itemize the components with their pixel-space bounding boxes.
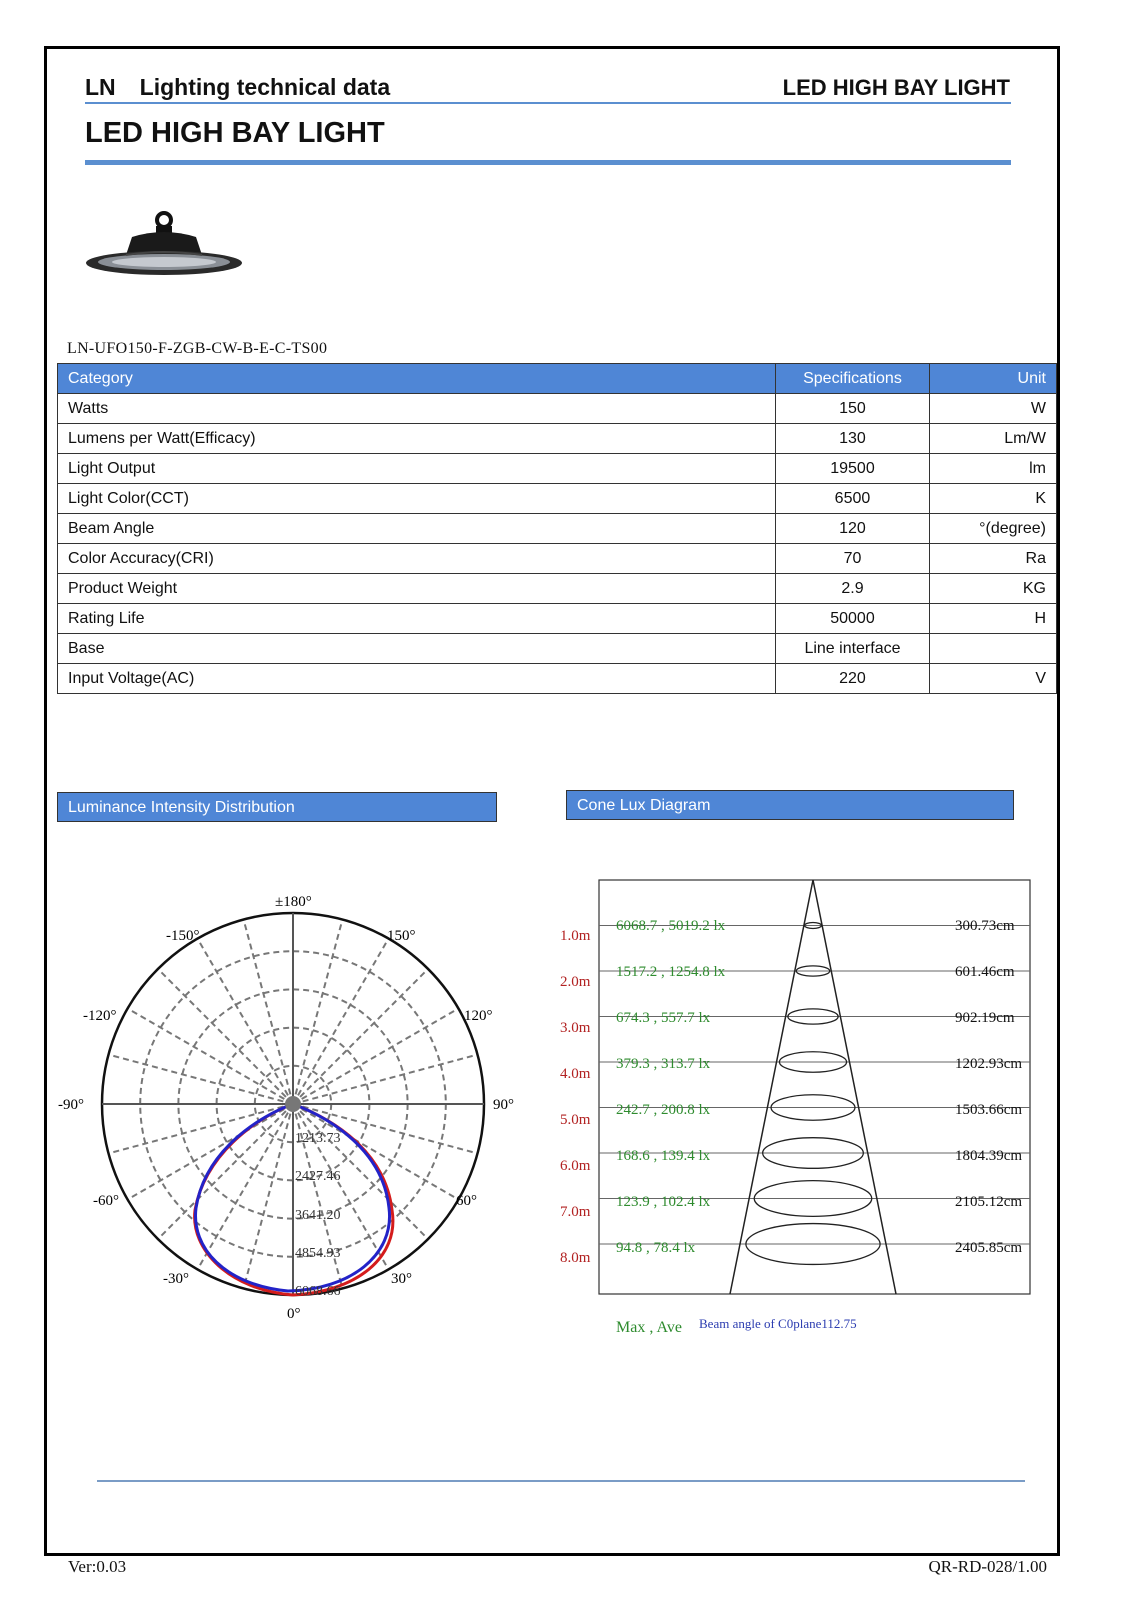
cone-height-label: 8.0m bbox=[560, 1250, 591, 1266]
product-image bbox=[82, 205, 248, 291]
radial-label: 1213.73 bbox=[295, 1131, 341, 1146]
angle-label: 30° bbox=[391, 1271, 412, 1287]
cone-legend-max-ave: Max , Ave bbox=[616, 1319, 682, 1336]
cone-diameter-label: 1804.39cm bbox=[955, 1148, 1023, 1164]
cone-section-title: Cone Lux Diagram bbox=[566, 790, 1014, 820]
cone-diameter-label: 601.46cm bbox=[955, 964, 1015, 980]
angle-label: -60° bbox=[93, 1193, 119, 1209]
cell-category: Beam Angle bbox=[58, 514, 776, 544]
cone-height-label: 4.0m bbox=[560, 1066, 591, 1082]
cone-edge-right bbox=[813, 880, 896, 1294]
cell-spec: 19500 bbox=[775, 454, 929, 484]
polar-spoke bbox=[244, 920, 293, 1104]
cell-unit: W bbox=[930, 394, 1057, 424]
col-header-unit: Unit bbox=[930, 364, 1057, 394]
header-left bbox=[85, 74, 390, 101]
polar-spoke bbox=[128, 1009, 293, 1105]
angle-label: -120° bbox=[83, 1008, 117, 1024]
cone-lux-label: 6068.7 , 5019.2 lx bbox=[616, 918, 726, 934]
cell-unit: KG bbox=[930, 574, 1057, 604]
polar-spoke bbox=[128, 1104, 293, 1200]
cell-category: Input Voltage(AC) bbox=[58, 664, 776, 694]
cone-diagram bbox=[550, 870, 1040, 1340]
cell-unit: Ra bbox=[930, 544, 1057, 574]
table-row bbox=[58, 574, 1057, 604]
cone-lux-label: 123.9 , 102.4 lx bbox=[616, 1194, 711, 1210]
cone-lux-label: 168.6 , 139.4 lx bbox=[616, 1148, 711, 1164]
cell-spec: 70 bbox=[775, 544, 929, 574]
cone-lux-label: 94.8 , 78.4 lx bbox=[616, 1240, 696, 1256]
table-row bbox=[58, 484, 1057, 514]
cone-diameter-label: 2105.12cm bbox=[955, 1194, 1023, 1210]
table-row bbox=[58, 664, 1057, 694]
polar-spoke bbox=[293, 1055, 477, 1104]
cone-legend-beam: Beam angle of C0plane112.75 bbox=[699, 1316, 857, 1331]
cone-height-label: 1.0m bbox=[560, 928, 591, 944]
angle-label: 60° bbox=[456, 1193, 477, 1209]
polar-spoke bbox=[293, 920, 342, 1104]
cone-height-label: 2.0m bbox=[560, 974, 591, 990]
cone-height-label: 6.0m bbox=[560, 1158, 591, 1174]
polar-section-title: Luminance Intensity Distribution bbox=[57, 792, 497, 822]
polar-spoke bbox=[293, 1104, 477, 1153]
cone-ellipses bbox=[746, 923, 880, 1265]
cone-lux-label: 379.3 , 313.7 lx bbox=[616, 1056, 711, 1072]
polar-spoke bbox=[158, 1104, 293, 1239]
cone-edge-left bbox=[730, 880, 813, 1294]
cell-unit: lm bbox=[930, 454, 1057, 484]
doc-title: Lighting technical data bbox=[139, 74, 391, 100]
polar-spoke bbox=[109, 1055, 293, 1104]
cell-spec: 2.9 bbox=[775, 574, 929, 604]
angle-label: -150° bbox=[166, 928, 200, 944]
cell-unit: °(degree) bbox=[930, 514, 1057, 544]
cell-category: Light Output bbox=[58, 454, 776, 484]
header-product: LED HIGH BAY LIGHT bbox=[782, 75, 1010, 100]
col-header-category: Category bbox=[58, 364, 776, 394]
angle-label: -90° bbox=[58, 1097, 84, 1113]
cell-category: Lumens per Watt(Efficacy) bbox=[58, 424, 776, 454]
polar-diagram bbox=[55, 880, 525, 1325]
footer-version: Ver:0.03 bbox=[68, 1557, 127, 1576]
radial-label: 2427.46 bbox=[295, 1169, 341, 1184]
table-row bbox=[58, 424, 1057, 454]
cone-height-label: 7.0m bbox=[560, 1204, 591, 1220]
cone-diameter-label: 2405.85cm bbox=[955, 1240, 1023, 1256]
cone-diameter-label: 902.19cm bbox=[955, 1010, 1015, 1026]
cell-spec: 130 bbox=[775, 424, 929, 454]
cone-frame bbox=[599, 880, 1030, 1294]
table-header-row bbox=[58, 364, 1057, 394]
table-row bbox=[58, 544, 1057, 574]
polar-spoke bbox=[293, 1009, 458, 1105]
polar-spoke bbox=[109, 1104, 293, 1153]
table-row bbox=[58, 604, 1057, 634]
footer-code: QR-RD-028/1.00 bbox=[928, 1557, 1047, 1576]
spec-table bbox=[57, 363, 1057, 694]
cell-category: Watts bbox=[58, 394, 776, 424]
cone-lux-label: 242.7 , 200.8 lx bbox=[616, 1102, 711, 1118]
angle-label: 120° bbox=[464, 1008, 493, 1024]
cell-spec: 50000 bbox=[775, 604, 929, 634]
title-divider bbox=[85, 160, 1011, 165]
angle-label: ±180° bbox=[275, 894, 312, 910]
cell-spec: 220 bbox=[775, 664, 929, 694]
cell-category: Light Color(CCT) bbox=[58, 484, 776, 514]
table-row bbox=[58, 514, 1057, 544]
cell-spec: 6500 bbox=[775, 484, 929, 514]
polar-spoke bbox=[158, 969, 293, 1104]
polar-center-icon bbox=[285, 1096, 301, 1112]
cell-unit bbox=[930, 634, 1057, 664]
radial-label: 4854.93 bbox=[295, 1246, 341, 1261]
cell-category: Product Weight bbox=[58, 574, 776, 604]
cone-height-label: 3.0m bbox=[560, 1020, 591, 1036]
polar-spoke bbox=[293, 1104, 458, 1200]
angle-label: -30° bbox=[163, 1271, 189, 1287]
table-row bbox=[58, 454, 1057, 484]
cell-category: Base bbox=[58, 634, 776, 664]
cone-lux-label: 1517.2 , 1254.8 lx bbox=[616, 964, 726, 980]
cone-height-label: 5.0m bbox=[560, 1112, 591, 1128]
cone-diameter-label: 1503.66cm bbox=[955, 1102, 1023, 1118]
cone-diameter-label: 300.73cm bbox=[955, 918, 1015, 934]
radial-label: 6068.66 bbox=[295, 1284, 341, 1299]
cell-category: Color Accuracy(CRI) bbox=[58, 544, 776, 574]
model-number: LN-UFO150-F-ZGB-CW-B-E-C-TS00 bbox=[67, 340, 328, 357]
footer-divider bbox=[97, 1480, 1025, 1482]
polar-spoke bbox=[293, 969, 428, 1104]
cell-spec: Line interface bbox=[775, 634, 929, 664]
cell-unit: V bbox=[930, 664, 1057, 694]
cell-spec: 120 bbox=[775, 514, 929, 544]
cell-unit: Lm/W bbox=[930, 424, 1057, 454]
col-header-spec: Specifications bbox=[775, 364, 929, 394]
cone-lux-label: 674.3 , 557.7 lx bbox=[616, 1010, 711, 1026]
table-row bbox=[58, 634, 1057, 664]
angle-label: 0° bbox=[287, 1306, 301, 1322]
cell-unit: K bbox=[930, 484, 1057, 514]
polar-spoke bbox=[198, 939, 294, 1104]
polar-spoke bbox=[293, 939, 389, 1104]
polar-spoke bbox=[244, 1104, 293, 1288]
angle-label: 150° bbox=[387, 928, 416, 944]
brand-name: LN bbox=[85, 74, 116, 100]
page-title: LED HIGH BAY LIGHT bbox=[85, 117, 385, 149]
cell-spec: 150 bbox=[775, 394, 929, 424]
cell-category: Rating Life bbox=[58, 604, 776, 634]
cell-unit: H bbox=[930, 604, 1057, 634]
header-divider bbox=[85, 102, 1011, 104]
table-row bbox=[58, 394, 1057, 424]
angle-label: 90° bbox=[493, 1097, 514, 1113]
cone-diameter-label: 1202.93cm bbox=[955, 1056, 1023, 1072]
radial-label: 3641.20 bbox=[295, 1208, 341, 1223]
